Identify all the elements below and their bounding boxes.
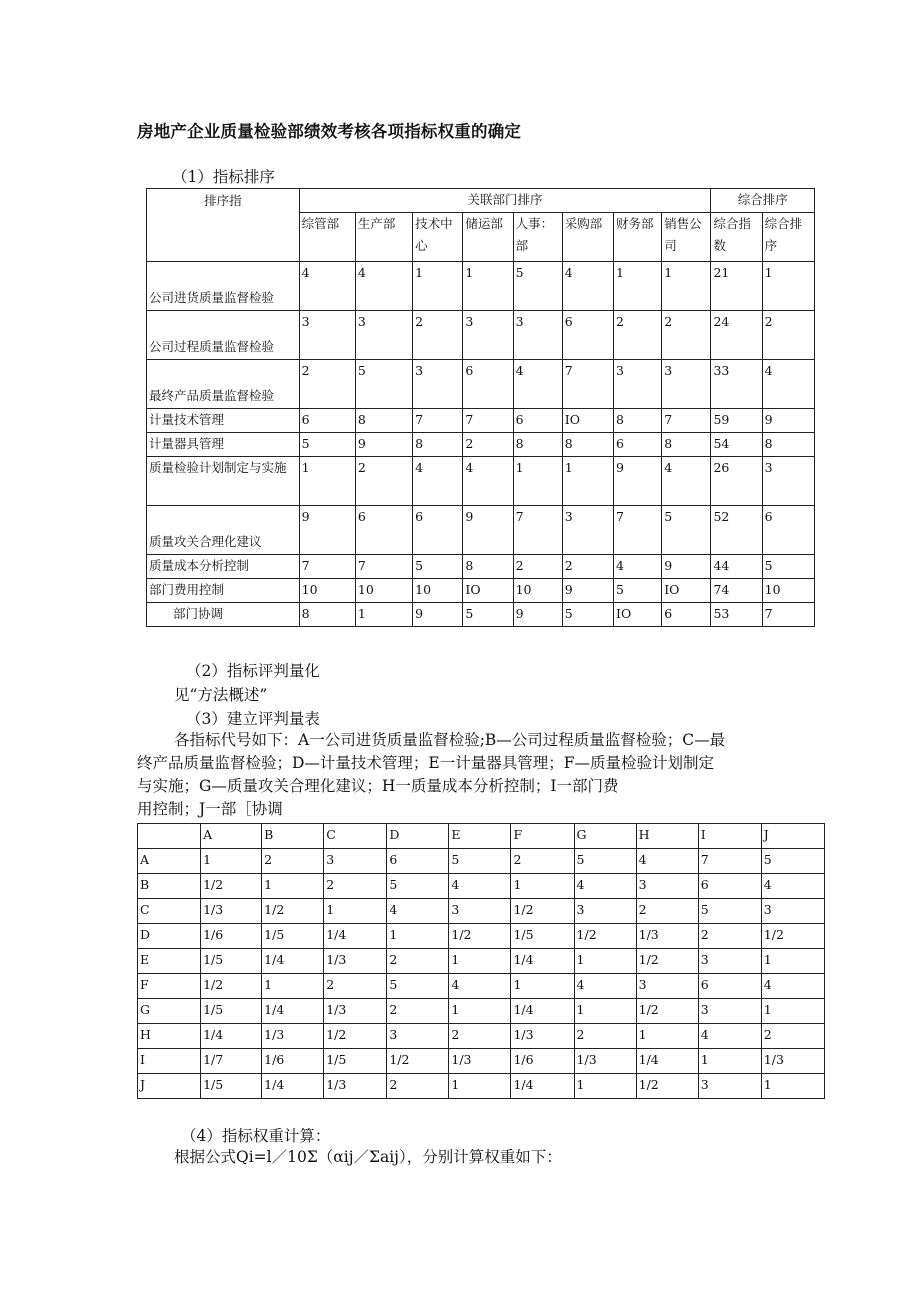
rank-cell: 6 — [463, 360, 513, 409]
rank-cell: 9 — [662, 555, 711, 579]
rank-cell: 1 — [662, 262, 711, 311]
matrix-cell: 1/3 — [324, 1074, 387, 1099]
matrix-cell: 3 — [324, 849, 387, 874]
rank-cell: 53 — [711, 603, 762, 627]
matrix-cell: 1 — [761, 1074, 824, 1099]
matrix-cell: 4 — [574, 874, 636, 899]
matrix-cell: 3 — [449, 899, 511, 924]
matrix-row-label: D — [138, 924, 201, 949]
rank-cell: 5 — [355, 360, 412, 409]
matrix-cell: 4 — [698, 1024, 761, 1049]
matrix-header-cell: E — [449, 824, 511, 849]
matrix-cell: 1 — [262, 874, 324, 899]
matrix-cell: 1/2 — [387, 1049, 449, 1074]
matrix-cell: 2 — [449, 1024, 511, 1049]
dept-header: 生产部 — [355, 213, 412, 262]
matrix-row-label: H — [138, 1024, 201, 1049]
matrix-cell: 1/2 — [201, 974, 262, 999]
matrix-cell: 1 — [449, 1074, 511, 1099]
table-row — [147, 457, 815, 506]
row-label: 质量成本分析控制 — [147, 555, 300, 579]
matrix-cell: 3 — [698, 949, 761, 974]
rank-cell: 10 — [413, 579, 463, 603]
codes-line-3: 与实施；G—质量攻关合理化建议；H一质量成本分析控制；I一部门费 — [137, 777, 619, 795]
rank-cell: 5 — [463, 603, 513, 627]
rank-cell: 4 — [614, 555, 662, 579]
matrix-cell: 1 — [324, 899, 387, 924]
rank-cell: 7 — [662, 409, 711, 433]
matrix-cell: 1/2 — [511, 899, 574, 924]
dept-header: 人事：部 — [513, 213, 562, 262]
rank-cell: 52 — [711, 506, 762, 555]
rank-cell: 4 — [355, 262, 412, 311]
group-header-dept: 关联部门排序 — [299, 189, 711, 213]
table-row — [138, 1074, 825, 1099]
dept-header: 采购部 — [562, 213, 613, 262]
matrix-cell: 3 — [574, 899, 636, 924]
matrix-header-cell — [138, 824, 201, 849]
codes-line-4: 用控制；J一部［协调 — [137, 800, 283, 818]
rank-cell: IO — [463, 579, 513, 603]
matrix-cell: 6 — [698, 974, 761, 999]
row-label: 最终产品质量监督检验 — [147, 360, 300, 409]
rank-cell: 1 — [513, 457, 562, 506]
judgement-matrix-table — [137, 823, 825, 1099]
group-header-total: 综合排序 — [711, 189, 815, 213]
matrix-cell: 6 — [387, 849, 449, 874]
rank-cell: 4 — [762, 360, 814, 409]
rank-cell: 2 — [299, 360, 355, 409]
matrix-cell: 1 — [387, 924, 449, 949]
rank-cell: 4 — [662, 457, 711, 506]
matrix-cell: 5 — [761, 849, 824, 874]
rank-cell: 7 — [762, 603, 814, 627]
matrix-row-label: C — [138, 899, 201, 924]
dept-header: 综合指数 — [711, 213, 762, 262]
matrix-header-cell: C — [324, 824, 387, 849]
matrix-cell: 1/5 — [201, 999, 262, 1024]
rank-cell: 6 — [762, 506, 814, 555]
section-heading-4: （4）指标权重计算： — [181, 1127, 331, 1145]
rank-cell: 3 — [762, 457, 814, 506]
table-row — [147, 603, 815, 627]
matrix-cell: 6 — [698, 874, 761, 899]
matrix-cell: 1/6 — [511, 1049, 574, 1074]
rank-cell: 5 — [614, 579, 662, 603]
matrix-cell: 3 — [387, 1024, 449, 1049]
matrix-cell: 1/4 — [262, 999, 324, 1024]
rank-cell: 2 — [355, 457, 412, 506]
matrix-cell: 1/5 — [262, 924, 324, 949]
matrix-cell: 1/3 — [636, 924, 698, 949]
matrix-cell: 1/4 — [324, 924, 387, 949]
rank-cell: 7 — [355, 555, 412, 579]
codes-line-2: 终产品质量监督检验；D—计量技术管理；E一计量器具管理；F—质量检验计划制定 — [137, 754, 714, 772]
matrix-cell: 1/3 — [574, 1049, 636, 1074]
rank-cell: 8 — [513, 433, 562, 457]
rank-cell: 3 — [614, 360, 662, 409]
rank-cell: 8 — [413, 433, 463, 457]
rank-cell: 1 — [413, 262, 463, 311]
matrix-cell: 1/3 — [201, 899, 262, 924]
table-row — [147, 433, 815, 457]
dept-header: 销售公司 — [662, 213, 711, 262]
rank-cell: 6 — [662, 603, 711, 627]
matrix-header-cell: F — [511, 824, 574, 849]
rank-cell: 6 — [513, 409, 562, 433]
rank-cell: 3 — [413, 360, 463, 409]
codes-line-1: 各指标代号如下：A一公司进货质量监督检验;B—公司过程质量监督检验；C—最 — [174, 731, 726, 749]
table-row — [138, 874, 825, 899]
table-row — [138, 949, 825, 974]
rank-cell: 8 — [355, 409, 412, 433]
matrix-cell: 1 — [262, 974, 324, 999]
rank-cell: 10 — [355, 579, 412, 603]
matrix-cell: 1/2 — [636, 949, 698, 974]
matrix-cell: 1/2 — [636, 1074, 698, 1099]
rank-cell: 33 — [711, 360, 762, 409]
dept-header: 综合排序 — [762, 213, 814, 262]
see-method-text: 见“方法概述” — [174, 686, 268, 704]
matrix-header-row — [138, 824, 825, 849]
matrix-cell: 1/4 — [636, 1049, 698, 1074]
rank-cell: 9 — [562, 579, 613, 603]
rank-cell: 3 — [513, 311, 562, 360]
rank-cell: 7 — [463, 409, 513, 433]
table-row — [138, 849, 825, 874]
rank-cell: 6 — [299, 409, 355, 433]
rank-cell: 3 — [662, 360, 711, 409]
table-row — [147, 506, 815, 555]
table-row — [147, 409, 815, 433]
matrix-cell: 1/3 — [511, 1024, 574, 1049]
rank-cell: 8 — [614, 409, 662, 433]
rank-cell: 9 — [762, 409, 814, 433]
matrix-cell: 2 — [387, 1074, 449, 1099]
formula-line: 根据公式Qi=l／10Σ（αij／Σaij），分别计算权重如下： — [174, 1148, 562, 1166]
rank-cell: 74 — [711, 579, 762, 603]
corner-header: 排序指 — [147, 189, 300, 262]
rank-cell: 7 — [614, 506, 662, 555]
matrix-cell: 1/3 — [449, 1049, 511, 1074]
matrix-cell: 1/2 — [636, 999, 698, 1024]
rank-cell: 2 — [562, 555, 613, 579]
dept-header: 财务部 — [614, 213, 662, 262]
matrix-cell: 1/2 — [449, 924, 511, 949]
matrix-cell: 2 — [574, 1024, 636, 1049]
matrix-cell: 1/5 — [324, 1049, 387, 1074]
rank-cell: 5 — [513, 262, 562, 311]
rank-cell: 59 — [711, 409, 762, 433]
rank-cell: 9 — [463, 506, 513, 555]
matrix-cell: 2 — [324, 974, 387, 999]
matrix-cell: 1/2 — [262, 899, 324, 924]
rank-cell: 21 — [711, 262, 762, 311]
table-row — [147, 360, 815, 409]
table-row — [147, 311, 815, 360]
matrix-cell: 1/3 — [262, 1024, 324, 1049]
section-heading-1: （1）指标排序 — [172, 168, 275, 186]
matrix-cell: 3 — [761, 899, 824, 924]
table-row — [138, 999, 825, 1024]
matrix-cell: 5 — [574, 849, 636, 874]
matrix-cell: 2 — [387, 999, 449, 1024]
matrix-row-label: F — [138, 974, 201, 999]
rank-cell: 3 — [355, 311, 412, 360]
row-label: 计量技术管理 — [147, 409, 300, 433]
row-label: 部门协调 — [147, 603, 300, 627]
matrix-cell: 3 — [636, 974, 698, 999]
rank-cell: 5 — [299, 433, 355, 457]
matrix-cell: 5 — [387, 874, 449, 899]
dept-header: 综管部 — [299, 213, 355, 262]
rank-cell: 6 — [355, 506, 412, 555]
matrix-cell: 1 — [698, 1049, 761, 1074]
rank-cell: 7 — [513, 506, 562, 555]
matrix-cell: 1 — [574, 999, 636, 1024]
matrix-cell: 4 — [761, 874, 824, 899]
section-heading-3: （3）建立评判量表 — [186, 710, 320, 728]
matrix-cell: 4 — [449, 874, 511, 899]
matrix-cell: 1/3 — [324, 999, 387, 1024]
matrix-cell: 5 — [449, 849, 511, 874]
matrix-cell: 2 — [698, 924, 761, 949]
rank-cell: 26 — [711, 457, 762, 506]
rank-cell: 8 — [463, 555, 513, 579]
rank-cell: 2 — [513, 555, 562, 579]
matrix-cell: 1 — [761, 949, 824, 974]
rank-cell: 3 — [463, 311, 513, 360]
rank-cell: 6 — [614, 433, 662, 457]
rank-cell: 6 — [562, 311, 613, 360]
matrix-cell: 1 — [511, 974, 574, 999]
matrix-cell: 1/3 — [324, 949, 387, 974]
matrix-cell: 1 — [574, 1074, 636, 1099]
rank-cell: 4 — [513, 360, 562, 409]
matrix-cell: 4 — [761, 974, 824, 999]
matrix-row-label: I — [138, 1049, 201, 1074]
matrix-cell: 1 — [449, 999, 511, 1024]
rank-cell: 5 — [762, 555, 814, 579]
table-row — [138, 1049, 825, 1074]
matrix-cell: 1/6 — [262, 1049, 324, 1074]
row-label: 质量攻关合理化建议 — [147, 506, 300, 555]
matrix-cell: 1/4 — [262, 1074, 324, 1099]
rank-cell: 5 — [662, 506, 711, 555]
rank-cell: 9 — [355, 433, 412, 457]
rank-cell: 3 — [299, 311, 355, 360]
rank-cell: 5 — [562, 603, 613, 627]
matrix-cell: 4 — [449, 974, 511, 999]
matrix-cell: 1/5 — [511, 924, 574, 949]
table-row — [147, 555, 815, 579]
matrix-cell: 1/4 — [511, 999, 574, 1024]
matrix-cell: 1/7 — [201, 1049, 262, 1074]
matrix-row-label: B — [138, 874, 201, 899]
row-label: 质量检验计划制定与实施 — [147, 457, 300, 506]
rank-cell: 10 — [762, 579, 814, 603]
rank-cell: 10 — [299, 579, 355, 603]
rank-cell: IO — [614, 603, 662, 627]
matrix-cell: 3 — [698, 1074, 761, 1099]
ranking-table — [146, 188, 815, 627]
rank-cell: 9 — [614, 457, 662, 506]
matrix-cell: 5 — [698, 899, 761, 924]
matrix-cell: 1 — [511, 874, 574, 899]
rank-cell: 1 — [614, 262, 662, 311]
matrix-cell: 2 — [324, 874, 387, 899]
matrix-cell: 5 — [387, 974, 449, 999]
rank-cell: 4 — [299, 262, 355, 311]
matrix-cell: 1 — [449, 949, 511, 974]
dept-header: 储运部 — [463, 213, 513, 262]
matrix-header-cell: G — [574, 824, 636, 849]
rank-cell: 24 — [711, 311, 762, 360]
matrix-row-label: J — [138, 1074, 201, 1099]
table-row — [138, 974, 825, 999]
matrix-row-label: G — [138, 999, 201, 1024]
rank-cell: 9 — [513, 603, 562, 627]
rank-cell: 7 — [562, 360, 613, 409]
rank-cell: 2 — [413, 311, 463, 360]
matrix-cell: 1/4 — [511, 1074, 574, 1099]
rank-cell: 2 — [662, 311, 711, 360]
rank-cell: 4 — [562, 262, 613, 311]
rank-cell: 6 — [413, 506, 463, 555]
page-title: 房地产企业质量检验部绩效考核各项指标权重的确定 — [137, 122, 522, 141]
matrix-cell: 4 — [636, 849, 698, 874]
row-label: 公司过程质量监督检验 — [147, 311, 300, 360]
table-row — [147, 262, 815, 311]
matrix-header-cell: J — [761, 824, 824, 849]
matrix-cell: 1/2 — [324, 1024, 387, 1049]
matrix-cell: 1/5 — [201, 949, 262, 974]
rank-cell: 3 — [562, 506, 613, 555]
row-label: 部门费用控制 — [147, 579, 300, 603]
rank-cell: 8 — [662, 433, 711, 457]
matrix-cell: 7 — [698, 849, 761, 874]
matrix-cell: 3 — [636, 874, 698, 899]
matrix-cell: 1 — [761, 999, 824, 1024]
matrix-cell: 1/6 — [201, 924, 262, 949]
matrix-cell: 2 — [636, 899, 698, 924]
rank-cell: 8 — [562, 433, 613, 457]
rank-cell: 9 — [299, 506, 355, 555]
table-row — [138, 1024, 825, 1049]
rank-cell: 2 — [614, 311, 662, 360]
rank-cell: 2 — [463, 433, 513, 457]
matrix-row-label: A — [138, 849, 201, 874]
matrix-cell: 1/4 — [511, 949, 574, 974]
rank-cell: 4 — [463, 457, 513, 506]
rank-cell: 2 — [762, 311, 814, 360]
rank-cell: 5 — [413, 555, 463, 579]
rank-cell: 1 — [562, 457, 613, 506]
matrix-cell: 1/2 — [201, 874, 262, 899]
table-row — [147, 579, 815, 603]
matrix-header-cell: B — [262, 824, 324, 849]
rank-cell: 9 — [413, 603, 463, 627]
rank-cell: 8 — [299, 603, 355, 627]
matrix-cell: 3 — [698, 999, 761, 1024]
rank-cell: 8 — [762, 433, 814, 457]
matrix-cell: 1/5 — [201, 1074, 262, 1099]
matrix-cell: 1/3 — [761, 1049, 824, 1074]
matrix-cell: 1 — [636, 1024, 698, 1049]
rank-cell: 7 — [413, 409, 463, 433]
matrix-cell: 1 — [574, 949, 636, 974]
rank-cell: 1 — [463, 262, 513, 311]
matrix-header-cell: H — [636, 824, 698, 849]
rank-cell: 44 — [711, 555, 762, 579]
matrix-cell: 1/2 — [761, 924, 824, 949]
matrix-cell: 4 — [387, 899, 449, 924]
rank-cell: 4 — [413, 457, 463, 506]
dept-header: 技术中心 — [413, 213, 463, 262]
matrix-header-cell: A — [201, 824, 262, 849]
rank-cell: IO — [662, 579, 711, 603]
matrix-cell: 2 — [761, 1024, 824, 1049]
matrix-cell: 1/4 — [262, 949, 324, 974]
row-label: 公司进货质量监督检验 — [147, 262, 300, 311]
matrix-cell: 2 — [511, 849, 574, 874]
matrix-cell: 1/2 — [574, 924, 636, 949]
matrix-cell: 1/4 — [201, 1024, 262, 1049]
rank-cell: 54 — [711, 433, 762, 457]
rank-cell: 1 — [355, 603, 412, 627]
matrix-header-cell: D — [387, 824, 449, 849]
row-label: 计量器具管理 — [147, 433, 300, 457]
matrix-cell: 1 — [201, 849, 262, 874]
matrix-row-label: E — [138, 949, 201, 974]
table-row — [138, 924, 825, 949]
rank-cell: 7 — [299, 555, 355, 579]
rank-cell: 1 — [762, 262, 814, 311]
table-row — [138, 899, 825, 924]
section-heading-2: （2）指标评判量化 — [186, 662, 320, 680]
rank-cell: 10 — [513, 579, 562, 603]
rank-cell: 1 — [299, 457, 355, 506]
matrix-cell: 4 — [574, 974, 636, 999]
matrix-header-cell: I — [698, 824, 761, 849]
matrix-cell: 2 — [387, 949, 449, 974]
matrix-cell: 2 — [262, 849, 324, 874]
rank-cell: IO — [562, 409, 613, 433]
